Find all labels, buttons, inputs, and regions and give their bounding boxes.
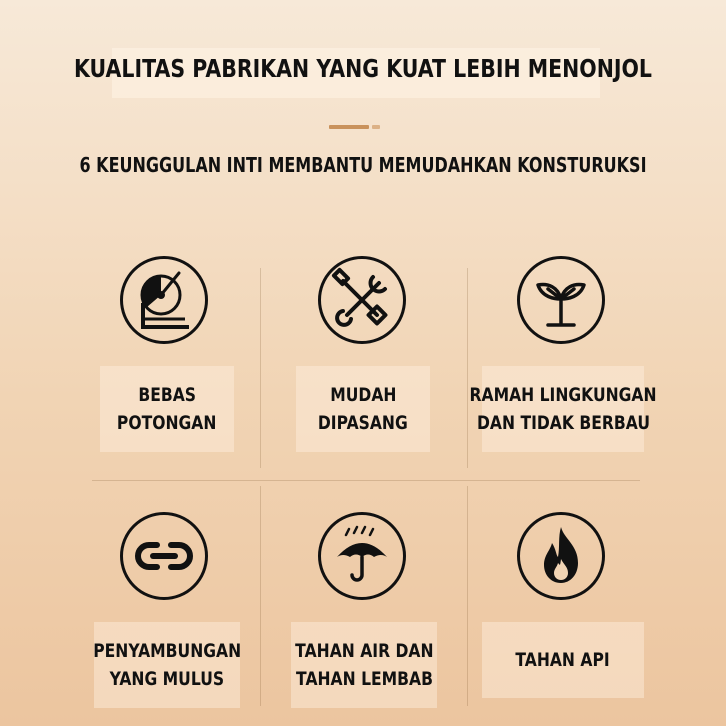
link-icon (120, 512, 208, 600)
saw-blade-icon (120, 256, 208, 344)
feature-label-3-line-2: DAN TIDAK BERBAU (476, 412, 650, 434)
page-title: KUALITAS PABRIKAN YANG KUAT LEBIH MENONJOL (73, 54, 653, 83)
feature-card-5 (263, 512, 463, 712)
feature-label-1 (100, 366, 234, 452)
feature-card-2 (263, 256, 463, 466)
feature-label-5-line-1: TAHAN AIR DAN (294, 640, 434, 662)
accent-bar (329, 125, 369, 129)
grid-divider-horizontal (92, 480, 640, 481)
feature-label-4 (94, 622, 240, 708)
feature-label-4-line-1: PENYAMBUNGAN (93, 640, 241, 662)
sprout-icon (517, 256, 605, 344)
feature-card-3 (462, 256, 662, 466)
feature-card-1 (64, 256, 264, 466)
feature-label-5-line-2: TAHAN LEMBAB (295, 668, 433, 690)
feature-card-6 (462, 512, 662, 712)
feature-label-2-line-1: MUDAH (329, 384, 397, 406)
feature-card-4 (64, 512, 264, 712)
flame-icon (517, 512, 605, 600)
feature-label-3-line-1: RAMAH LINGKUNGAN (469, 384, 657, 406)
wrench-screwdriver-icon (318, 256, 406, 344)
feature-label-2-line-2: DIPASANG (318, 412, 408, 434)
feature-label-1-line-2: POTONGAN (117, 412, 217, 434)
page-subtitle: 6 KEUNGGULAN INTI MEMBANTU MEMUDAHKAN KONSTURUKSI (79, 153, 647, 177)
feature-label-6-line-1: TAHAN API (515, 649, 611, 671)
accent-dot (372, 125, 380, 129)
feature-label-5 (291, 622, 437, 708)
feature-label-3 (469, 366, 657, 452)
feature-label-4-line-2: YANG MULUS (109, 668, 225, 690)
umbrella-rain-icon (318, 512, 406, 600)
feature-label-1-line-1: BEBAS (138, 384, 196, 406)
feature-label-6 (482, 622, 644, 698)
feature-label-2 (296, 366, 430, 452)
